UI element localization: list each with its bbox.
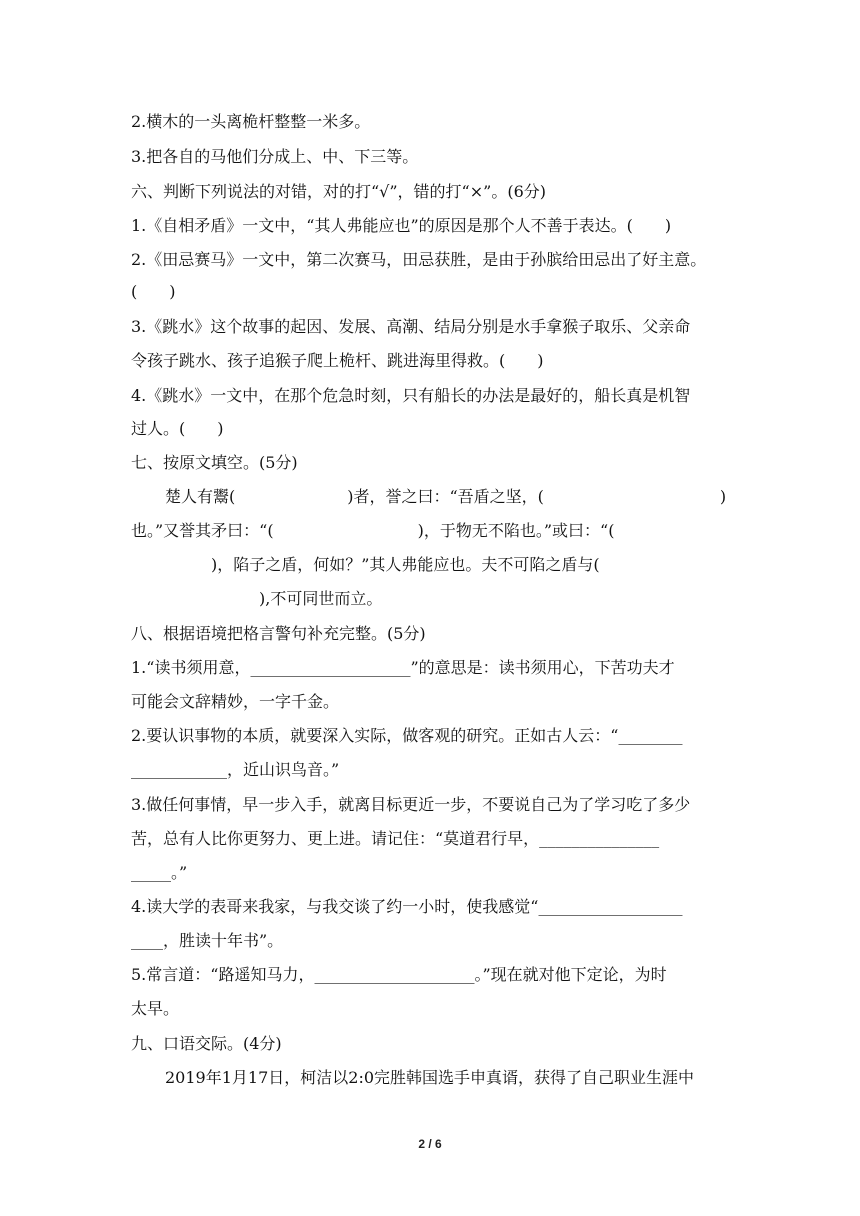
text-line: 3.做任何事情，早一步入手，就离目标更近一步，不要说自己为了学习吃了多少 bbox=[131, 795, 691, 814]
text-line: 2.《田忌赛马》一文中，第二次赛马，田忌获胜，是由于孙膑给田忌出了好主意。 bbox=[131, 250, 707, 269]
text-line: 苦，总有人比你更努力、更上进。请记住：“莫道君行早，_______________ bbox=[131, 829, 660, 848]
text-line: 2.横木的一头离桅杆整整一米多。 bbox=[131, 112, 371, 131]
text-line: 可能会文辞精妙，一字千金。 bbox=[131, 692, 340, 711]
text-line: 3.把各自的马他们分成上、中、下三等。 bbox=[131, 147, 419, 166]
text-line: _____。” bbox=[131, 863, 188, 882]
text-line: 2019年1月17日，柯洁以2:0完胜韩国选手申真谞，获得了自己职业生涯中 bbox=[165, 1068, 695, 1087]
section-heading: 七、按原文填空。(5分) bbox=[131, 453, 298, 472]
text-line: 过人。( ) bbox=[131, 419, 224, 438]
text-line: 太早。 bbox=[131, 999, 180, 1018]
text-line: 楚人有鬻( )者，誉之曰：“吾盾之坚，( ) bbox=[165, 487, 727, 506]
text-line: 5.常言道：“路遥知马力，____________________。”现在就对他下定论，为时 bbox=[131, 965, 667, 984]
text-line: 1.“读书须用意，____________________”的意思是：读书须用心，下苦功夫才 bbox=[131, 658, 675, 677]
section-heading: 六、判断下列说法的对错，对的打“√”，错的打“×”。(6分) bbox=[131, 182, 546, 201]
text-line: ____________，近山识鸟音。” bbox=[131, 760, 340, 779]
text-line: 4.读大学的表哥来我家，与我交谈了约一小时，使我感觉“__________________ bbox=[131, 897, 683, 916]
text-line: ),不可同世而立。 bbox=[131, 589, 383, 608]
text-line: 3.《跳水》这个故事的起因、发展、高潮、结局分别是水手拿猴子取乐、父亲命 bbox=[131, 317, 691, 336]
text-line: 2.要认识事物的本质，就要深入实际，做客观的研究。正如古人云：“________ bbox=[131, 726, 683, 745]
text-line: 令孩子跳水、孩子追猴子爬上桅杆、跳进海里得救。( ) bbox=[131, 351, 544, 370]
text-line: ____，胜读十年书”。 bbox=[131, 931, 284, 950]
text-line: )，陷子之盾，何如？”其人弗能应也。夫不可陷之盾与( bbox=[131, 555, 600, 574]
text-line: 1.《自相矛盾》一文中，“其人弗能应也”的原因是那个人不善于表达。( ) bbox=[131, 216, 672, 235]
text-line: 也。”又誉其矛曰：“( )，于物无不陷也。”或曰：“( bbox=[131, 521, 615, 540]
section-heading: 九、口语交际。(4分) bbox=[131, 1034, 282, 1053]
section-heading: 八、根据语境把格言警句补充完整。(5分) bbox=[131, 624, 426, 643]
text-line: 4.《跳水》一文中，在那个危急时刻，只有船长的办法是最好的，船长真是机智 bbox=[131, 386, 691, 405]
page-number: 2 / 6 bbox=[418, 1137, 442, 1151]
text-line: ( ) bbox=[131, 282, 176, 301]
